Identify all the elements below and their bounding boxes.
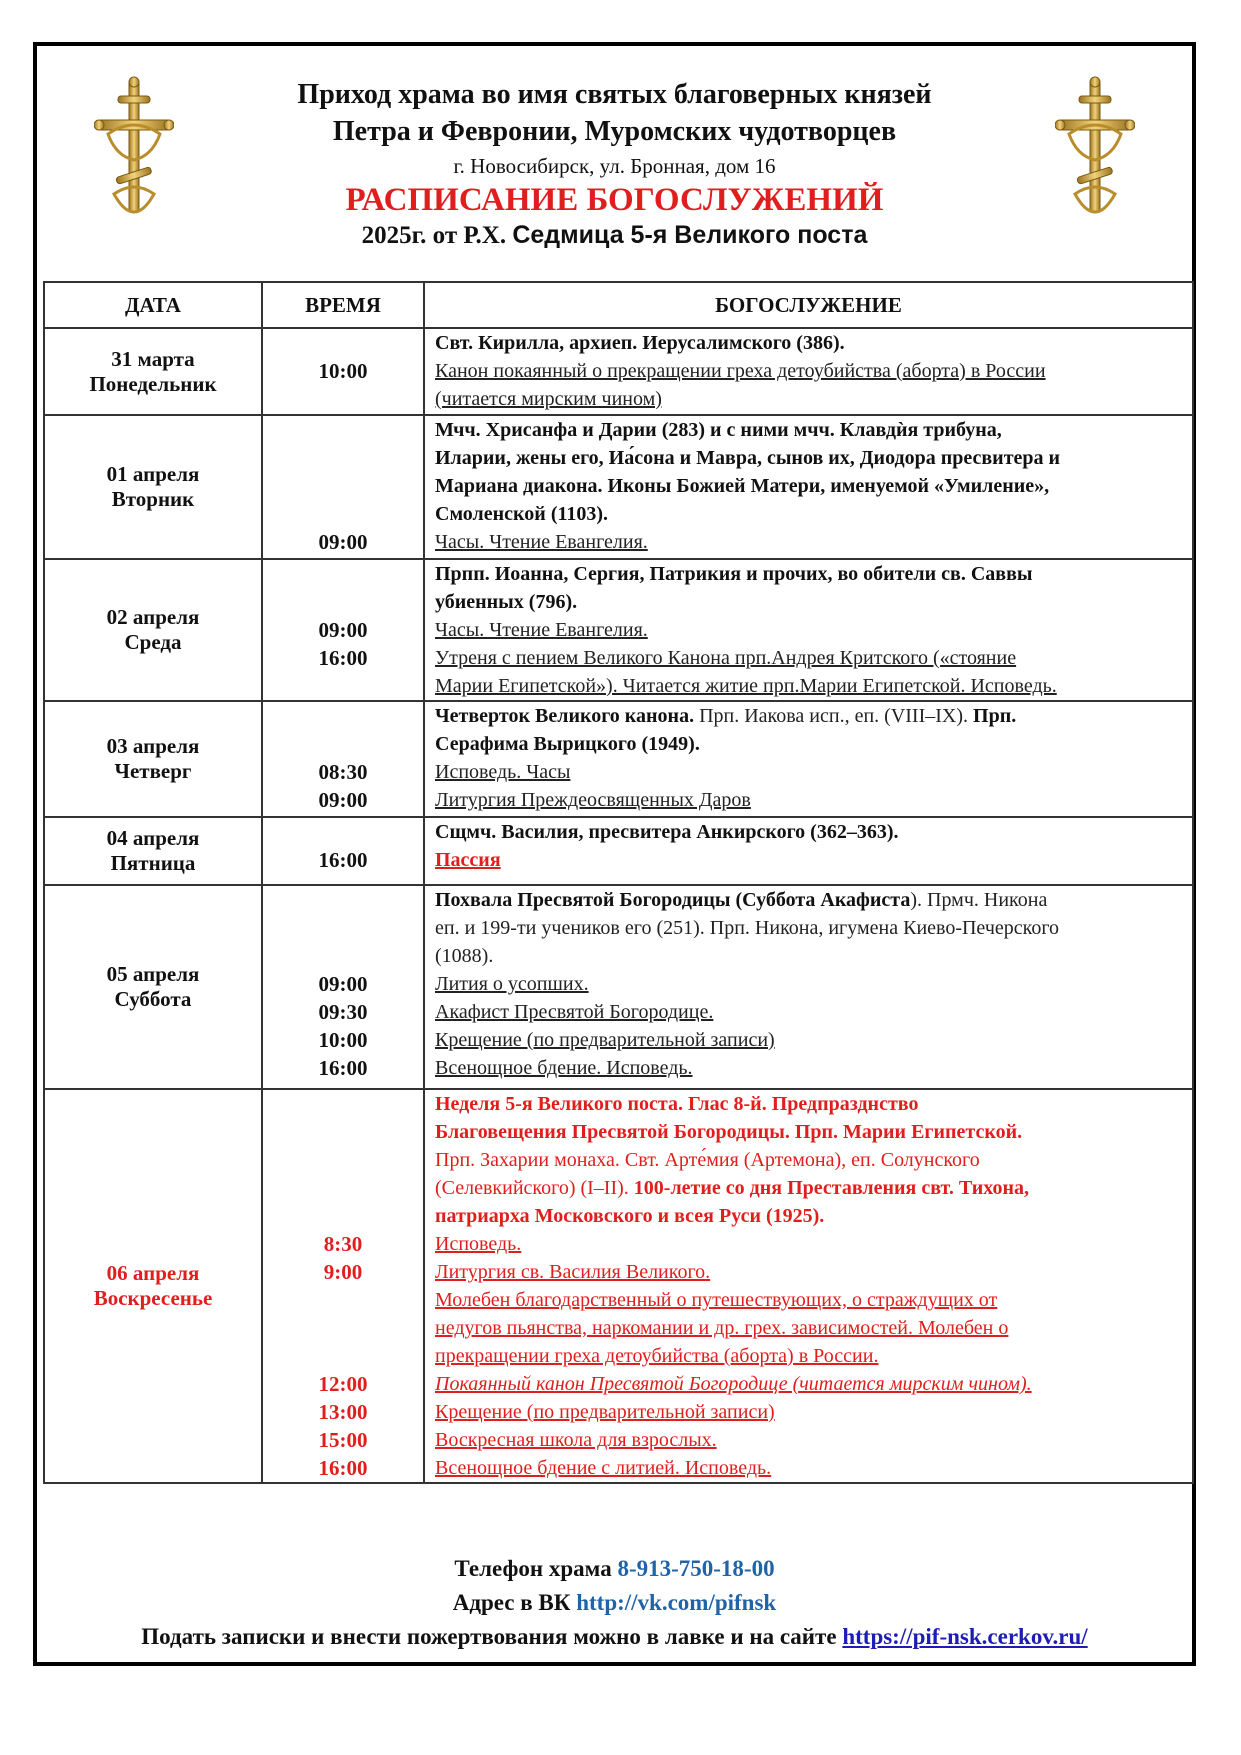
service-time: 10:00 [318,359,368,383]
time-cell [262,1089,424,1483]
date: 02 апреля [106,605,200,629]
service-time: 16:00 [318,848,368,872]
table-row [44,1089,1193,1483]
service-line: Часы. Чтение Евангелия. [435,531,648,553]
feast-title: Свт. Кирилла, архиеп. Иерусалимского (386). [435,332,845,354]
feast-title-line: Смоленской (1103). [435,503,609,525]
feast-title-line: (Селевкийского) (I–II). 100-летие со дня Преставления свт. Тихона, [435,1177,1029,1199]
service-cell [424,1089,1193,1483]
service-time: 16:00 [318,1456,368,1480]
service-time: 8:30 [323,1232,363,1256]
footer-donations: Подать записки и внести пожертвования можно в лавке и на сайте https://pif-nsk.cerkov.ru/ [141,1624,1088,1649]
service-time: 09:00 [318,618,368,642]
service-cell [424,817,1193,885]
table-row [44,415,1193,559]
column-header-date: ДАТА [44,282,262,328]
footer-vk: Адрес в ВК http://vk.com/pifnsk [452,1590,777,1615]
site-link[interactable]: https://pif-nsk.cerkov.ru/ [842,1624,1088,1649]
feast-title-line: Серафима Вырицкого (1949). [435,733,700,755]
service-line: Пассия [435,849,501,871]
weekday: Пятница [110,851,196,875]
service-line: Исповедь. Часы [435,761,571,783]
service-time: 16:00 [318,646,368,670]
service-cell [424,701,1193,817]
feast-title-line: Иларии, жены его, Иа́сона и Мавра, сынов их, Диодора пресвитера и [435,447,1061,469]
time-cell [262,415,424,559]
schedule-title: РАСПИСАНИЕ БОГОСЛУЖЕНИЙ [345,182,884,218]
feast-title-line: Благовещения Пресвятой Богородицы. Прп. Марии Египетской. [435,1121,1023,1143]
service-line: Литургия св. Василия Великого. [435,1261,711,1283]
service-line: Всенощное бдение с литией. Исповедь. [435,1457,772,1479]
service-time: 09:00 [318,530,368,554]
service-line: Молебен благодарственный о путешествующих, о страждущих от [435,1289,998,1311]
table-row [44,328,1193,415]
table-row [44,885,1193,1089]
table-header-row [44,282,1193,328]
service-line: (читается мирским чином) [435,388,662,410]
service-time: 16:00 [318,1056,368,1080]
feast-title-line: Мчч. Хрисанфа и Дарии (283) и с ними мчч. Клавдѝя трибуна, [435,419,1002,441]
table-row [44,701,1193,817]
phone-number[interactable]: 8-913-750-18-00 [617,1556,775,1581]
time-cell [262,328,424,415]
date: 31 марта [111,346,195,371]
service-line: Часы. Чтение Евангелия. [435,619,648,641]
date-cell [44,559,262,701]
service-time: 12:00 [318,1372,368,1396]
weekday: Четверг [114,759,192,783]
service-time: 15:00 [318,1428,368,1452]
footer-phone: Телефон храма 8-913-750-18-00 [454,1556,775,1581]
feast-title-line: Похвала Пресвятой Богородицы (Суббота Акафиста). Прмч. Никона [435,889,1048,911]
service-line: прекращении греха детоубийства (аборта) в России. [435,1345,879,1367]
parish-name-line2: Петра и Февронии, Муромских чудотворцев [332,116,897,147]
parish-name-line1: Приход храма во имя святых благоверных князей [297,79,932,110]
service-line: Воскресная школа для взрослых. [435,1429,717,1451]
service-line: Всенощное бдение. Исповедь. [435,1057,693,1079]
date: 05 апреля [106,962,200,986]
header [37,46,1192,281]
service-line: Литургия Преждеосвященных Даров [435,789,751,811]
column-header-service: БОГОСЛУЖЕНИЕ [424,282,1193,328]
schedule-subtitle: 2025г. от Р.Х. Седмица 5-я Великого поста [361,221,868,249]
feast-title: Сщмч. Василия, пресвитера Анкирского (362–363). [435,821,899,843]
date-cell [44,415,262,559]
service-line: Утреня с пением Великого Канона прп.Андрея Критского («стояние [435,647,1017,669]
time-cell [262,885,424,1089]
feast-title-line: еп. и 199-ти учеников его (251). Прп. Никона, игумена Киево-Печерского [435,917,1060,939]
service-line: Канон покаянный о прекращении греха детоубийства (аборта) в России [435,360,1046,382]
service-cell [424,559,1193,701]
date-cell [44,1089,262,1483]
table-row [44,817,1193,885]
service-time: 09:30 [318,1000,368,1024]
parish-address: г. Новосибирск, ул. Бронная, дом 16 [453,154,776,178]
service-line: Покаянный канон Пресвятой Богородице (читается мирским чином). [435,1373,1032,1395]
feast-title-line: Мариана диакона. Иконы Божией Матери, именуемой «Умиление», [435,475,1050,497]
date-cell [44,885,262,1089]
date-cell [44,817,262,885]
date: 03 апреля [106,734,200,758]
service-time: 09:00 [318,972,368,996]
feast-title-line: Неделя 5-я Великого поста. Глас 8-й. Предпразднство [435,1093,919,1115]
service-cell [424,415,1193,559]
service-time: 13:00 [318,1400,368,1424]
service-time: 08:30 [318,760,368,784]
service-line: Крещение (по предварительной записи) [435,1401,775,1423]
date: 01 апреля [106,462,200,486]
page-frame [33,42,1196,1666]
service-time: 09:00 [318,788,368,812]
weekday: Понедельник [89,371,217,396]
feast-title-line: Прпп. Иоанна, Сергия, Патрикия и прочих, во обители св. Саввы [435,563,1033,585]
feast-title-line: патриарха Московского и всея Руси (1925). [435,1205,825,1227]
time-cell [262,701,424,817]
date-cell [44,328,262,415]
service-cell [424,328,1193,415]
service-line: Крещение (по предварительной записи) [435,1029,775,1051]
service-time: 9:00 [323,1260,363,1284]
schedule-table [43,281,1194,1484]
vk-link[interactable]: http://vk.com/pifnsk [576,1590,777,1615]
service-cell [424,885,1193,1089]
service-line: Исповедь. [435,1233,522,1255]
date-cell [44,701,262,817]
date: 04 апреля [106,826,200,850]
date: 06 апреля [106,1261,200,1285]
feast-title-line: (1088). [435,945,494,967]
service-line: Лития о усопших. [435,973,589,995]
service-line: Акафист Пресвятой Богородице. [435,1001,714,1023]
service-time: 10:00 [318,1028,368,1052]
weekday: Воскресенье [93,1286,213,1310]
table-row [44,559,1193,701]
time-cell [262,817,424,885]
column-header-time: ВРЕМЯ [262,282,424,328]
feast-title-line: Четверток Великого канона. Прп. Иакова исп., еп. (VIII–IX). Прп. [435,705,1017,727]
weekday: Вторник [111,487,195,511]
service-line: Марии Египетской»). Читается житие прп.Марии Египетской. Исповедь. [435,675,1057,697]
feast-title-line: убиенных (796). [435,591,578,613]
time-cell [262,559,424,701]
service-line: недугов пьянства, наркомании и др. грех. зависимостей. Молебен о [435,1317,1009,1339]
feast-title-line: Прп. Захарии монаха. Свт. Арте́мия (Артемона), еп. Солунского [435,1149,980,1171]
weekday: Суббота [114,987,192,1011]
weekday: Среда [124,630,182,654]
